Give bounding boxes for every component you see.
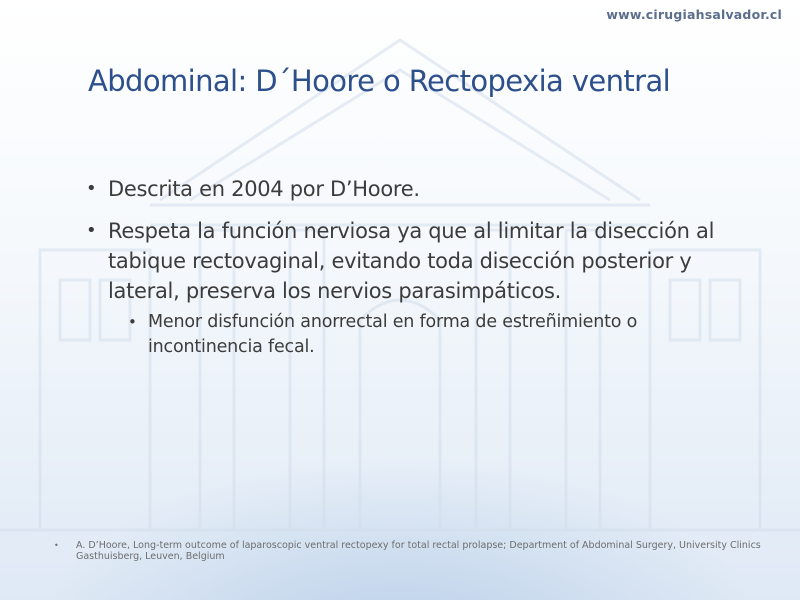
bullet-icon: • <box>128 313 137 331</box>
sub-bullet-text: Menor disfunción anorrectal en forma de estreñimiento o incontinencia fecal. <box>148 312 638 357</box>
slide-title: Abdominal: D´Hoore o Rectopexia ventral <box>88 64 671 98</box>
sub-bullet-item <box>108 310 748 360</box>
bullet-list <box>86 174 766 372</box>
bullet-icon: • <box>54 541 59 550</box>
website-url: www.cirugiahsalvador.cl <box>606 7 782 22</box>
bullet-item-description <box>86 174 766 204</box>
bullet-icon: • <box>86 220 97 241</box>
bullet-text: Descrita en 2004 por D’Hoore. <box>108 177 420 201</box>
bullet-text: Respeta la función nerviosa ya que al limitar la disección al tabique rectovaginal, evitando toda disección posterior y lateral, preserva los nervios parasimpáticos. <box>108 219 715 303</box>
bullet-item-nerve-function <box>86 216 766 360</box>
reference-footnote <box>54 540 774 562</box>
reference-text: A. D’Hoore, Long-term outcome of laparoscopic ventral rectopexy for total rectal prolapse; Department of Abdominal Surgery, University Clinics Gasthuisberg, Leuven, Belgium <box>76 540 761 562</box>
bullet-icon: • <box>86 178 97 199</box>
sub-bullet-list <box>108 310 766 360</box>
